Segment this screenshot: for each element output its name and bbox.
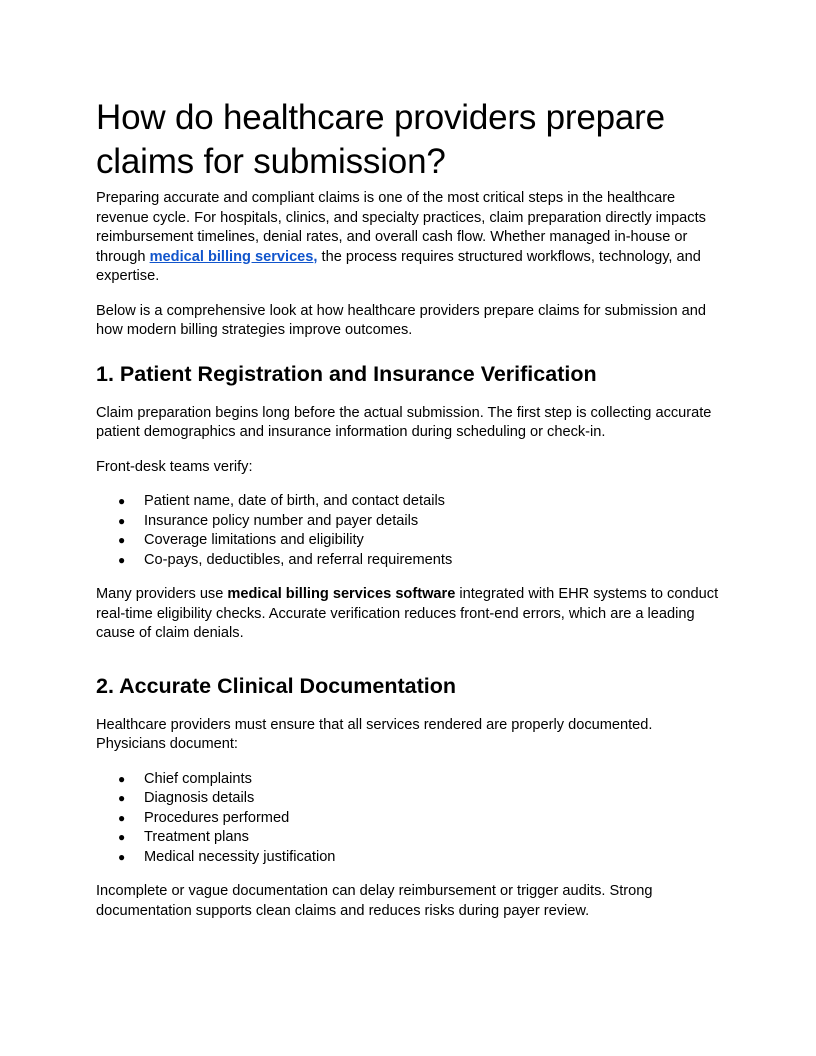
section-2-paragraph-1: Healthcare providers must ensure that all services rendered are properly documented. Physicians document: — [96, 716, 653, 752]
document-page — [96, 96, 720, 936]
bullet-icon: ● — [118, 810, 126, 825]
bullet-icon: ● — [118, 533, 126, 547]
section-1-bullet-list — [96, 492, 720, 570]
list-item: ● Treatment plans — [96, 828, 720, 848]
bullet-icon: ● — [118, 830, 126, 844]
bullet-icon: ● — [118, 791, 126, 805]
intro-paragraph — [96, 189, 720, 287]
list-item: ● Patient name, date of birth, and contact details — [96, 492, 720, 512]
list-item: ● Chief complaints — [96, 770, 720, 790]
list-item: ● Medical necessity justification — [96, 848, 720, 868]
section-2-paragraph-2: Incomplete or vague documentation can delay reimbursement or trigger audits. Strong documentation supports clean claims and reduces risks during payer review. — [96, 883, 653, 919]
bullet-icon: ● — [118, 771, 126, 786]
list-item: ● Insurance policy number and payer details — [96, 512, 720, 532]
bullet-icon: ● — [118, 849, 126, 864]
section-1-paragraph-2: Many providers use medical billing services software integrated with EHR systems to conduct real-time eligibility checks. Accurate verification reduces front-end errors, which are a leading cause of claim denials. — [96, 586, 719, 641]
section-1-paragraph-1: Claim preparation begins long before the actual submission. The first step is collecting accurate patient demographics and insurance information during scheduling or check-in. — [96, 404, 712, 440]
list-item: ● Diagnosis details — [96, 789, 720, 809]
intro-text-end: the process requires structured workflows, technology, and expertise. — [96, 248, 701, 284]
page-title: How do healthcare providers prepare claims for submission? — [96, 98, 665, 181]
section-2-heading: 2. Accurate Clinical Documentation — [96, 673, 457, 698]
medical-billing-services-link[interactable]: medical billing services, — [149, 248, 318, 265]
section-1-heading: 1. Patient Registration and Insurance Verification — [96, 361, 597, 386]
list-item: ● Coverage limitations and eligibility — [96, 531, 720, 551]
software-emphasis: medical billing services software — [227, 586, 456, 602]
intro-text-start: Preparing accurate and compliant claims is one of the most critical steps in the healthcare revenue cycle. For hospitals, clinics, and specialty practices, claim preparation directly impacts reimbursement timelines, denial rates, and overall cash flow. Whether managed in-house or through — [96, 190, 706, 265]
bullet-icon: ● — [118, 513, 126, 528]
bullet-icon: ● — [118, 494, 126, 508]
list-item: ● Co-pays, deductibles, and referral requirements — [96, 551, 720, 571]
section-1-lead: Front-desk teams verify: — [96, 458, 253, 475]
overview-paragraph: Below is a comprehensive look at how healthcare providers prepare claims for submission and how modern billing strategies improve outcomes. — [96, 302, 706, 338]
section-2-bullet-list — [96, 770, 720, 868]
bullet-icon: ● — [118, 552, 126, 567]
list-item: ● Procedures performed — [96, 809, 720, 829]
